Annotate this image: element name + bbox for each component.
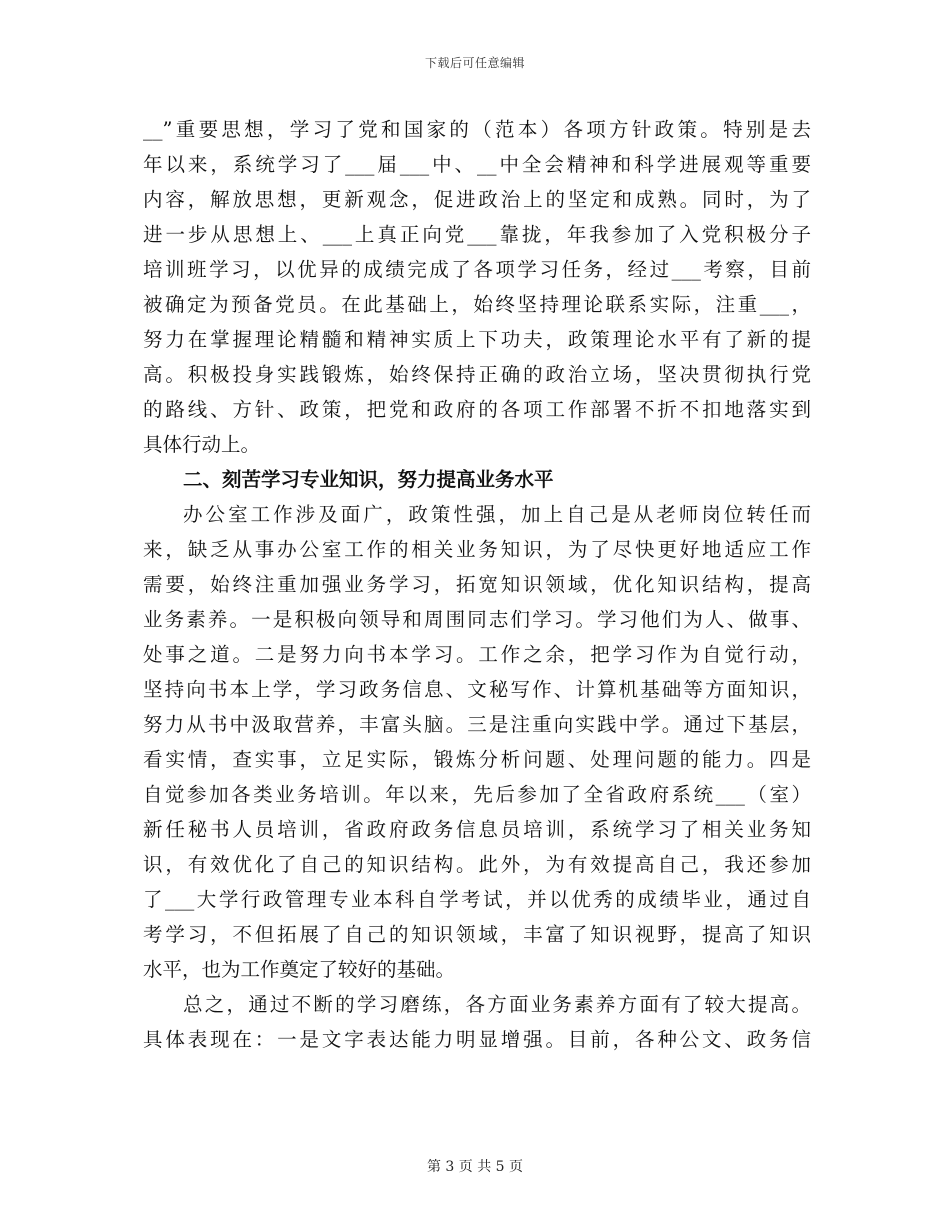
text-line: 业务素养。一是积极向领导和周围同志们学习。学习他们为人、做事、 — [143, 608, 811, 631]
text-line: 高。积极投身实践锻炼，始终保持正确的政治立场，坚决贯彻执行党 — [143, 363, 811, 386]
text-line: 办公室工作涉及面广，政策性强，加上自己是从老师岗位转任而 — [183, 503, 811, 526]
text-line: 处事之道。二是努力向书本学习。工作之余，把学习作为自觉行动， — [143, 643, 811, 666]
text-line: 年以来，系统学习了___届___中、__中全会精神和科学进展观等重要 — [143, 153, 811, 176]
text-line: 进一步从思想上、___上真正向党___靠拢，年我参加了入党积极分子 — [143, 223, 811, 246]
text-line: 坚持向书本上学，学习政务信息、文秘写作、计算机基础等方面知识， — [143, 678, 811, 701]
text-line: 具体行动上。 — [143, 433, 261, 456]
text-line: 自觉参加各类业务培训。年以来，先后参加了全省政府系统___（室） — [143, 783, 811, 806]
text-line: __”重要思想，学习了党和国家的（范本）各项方针政策。特别是去 — [143, 118, 811, 141]
section-heading: 二、刻苦学习专业知识，努力提高业务水平 — [183, 468, 554, 491]
text-line: 努力在掌握理论精髓和精神实质上下功夫，政策理论水平有了新的提 — [143, 328, 811, 351]
text-line: 需要，始终注重加强业务学习，拓宽知识领域，优化知识结构，提高 — [143, 573, 811, 596]
text-line: 的路线、方针、政策，把党和政府的各项工作部署不折不扣地落实到 — [143, 398, 811, 421]
text-line: 了___大学行政管理专业本科自学考试，并以优秀的成绩毕业，通过自 — [143, 888, 811, 911]
text-line: 看实情，查实事，立足实际，锻炼分析问题、处理问题的能力。四是 — [143, 748, 811, 771]
text-line: 识，有效优化了自己的知识结构。此外，为有效提高自己，我还参加 — [143, 853, 811, 876]
text-line: 被确定为预备党员。在此基础上，始终坚持理论联系实际，注重___， — [143, 293, 811, 316]
document-body — [143, 112, 811, 1057]
text-line: 具体表现在：一是文字表达能力明显增强。目前，各种公文、政务信 — [143, 1028, 811, 1051]
text-line: 水平，也为工作奠定了较好的基础。 — [143, 958, 456, 981]
text-line: 考学习，不但拓展了自己的知识领域，丰富了知识视野，提高了知识 — [143, 923, 811, 946]
text-line: 来，缺乏从事办公室工作的相关业务知识，为了尽快更好地适应工作 — [143, 538, 811, 561]
text-line: 内容，解放思想，更新观念，促进政治上的坚定和成熟。同时，为了 — [143, 188, 811, 211]
text-line: 努力从书中汲取营养，丰富头脑。三是注重向实践中学。通过下基层， — [143, 713, 811, 736]
text-line: 总之，通过不断的学习磨练，各方面业务素养方面有了较大提高。 — [183, 993, 811, 1016]
page-header: 下载后可任意编辑 — [424, 56, 525, 70]
paragraph — [143, 987, 811, 1057]
text-line: 培训班学习，以优异的成绩完成了各项学习任务，经过___考察，目前 — [143, 258, 811, 281]
page-footer: 第 3 页 共 5 页 — [426, 1159, 524, 1175]
paragraph — [143, 497, 811, 987]
paragraph — [143, 112, 811, 462]
text-line: 新任秘书人员培训，省政府政务信息员培训，系统学习了相关业务知 — [143, 818, 811, 841]
